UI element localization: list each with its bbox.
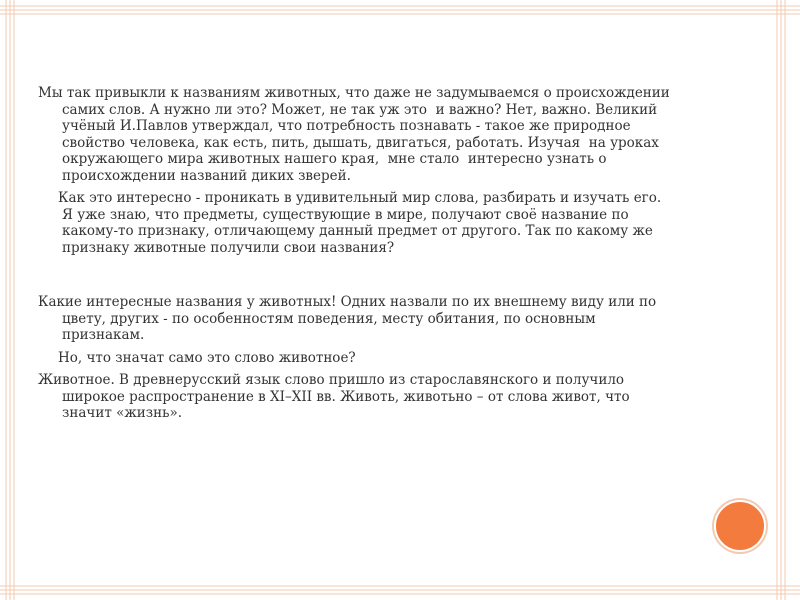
paragraph-etymology: Животное. В древнерусский язык слово пришло из старославянского и получило широкое распространение в XI–XII вв. Животь, животьно – от слова живот, что значит «жизнь». (38, 372, 634, 421)
paragraph-interest: Как это интересно - проникать в удивительный мир слова, разбирать и изучать его. Я уже знаю, что предметы, существующие в мире, получают своё название по какому-то признаку, отличающему данный предмет от другого. Так по какому же признаку животные получили свои названия? (58, 190, 670, 256)
paragraph-intro: Мы так привыкли к названиям животных, что даже не задумываемся о происхождении самих слов. А нужно ли это? Может, не так уж это и важно? Нет, важно. Великий учёный И.Павлов утверждал, что потребность познавать - такое же природное свойство человека, как есть, пить, дышать, двигаться, работать. Изучая на уроках окружающего мира животных нашего края, мне стало интересно узнать о происхождении названий диких зверей. (38, 85, 675, 184)
paragraph-question: Но, что значат само это слово животное? (58, 349, 356, 366)
slide-text-body (38, 85, 678, 422)
paragraph-names: Какие интересные названия у животных! Одних назвали по их внешнему виду или по цвету, других - по особенностям поведения, месту обитания, по основным признакам. (38, 294, 661, 343)
decorative-orange-circle (714, 500, 766, 552)
